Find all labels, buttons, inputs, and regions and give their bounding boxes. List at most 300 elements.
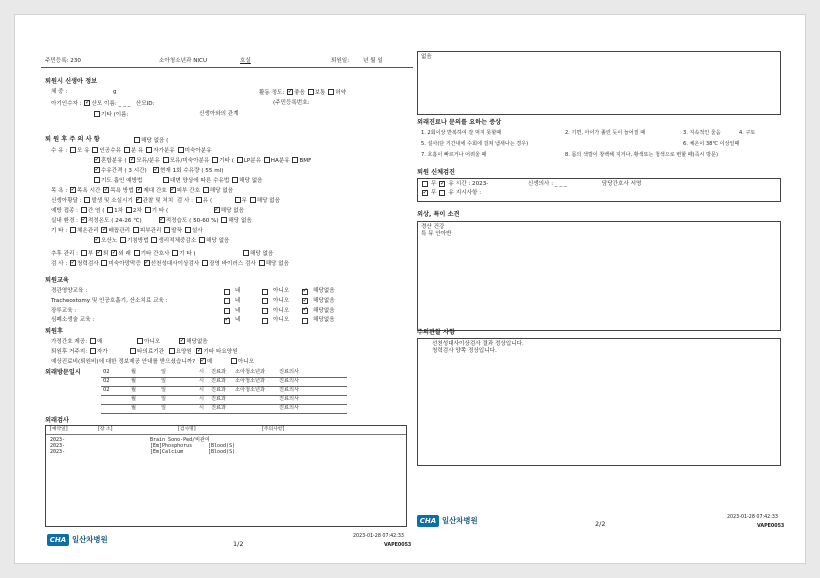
form-code: VAPE0053	[384, 543, 412, 548]
etc-opt-3: 딸꾹	[171, 228, 183, 234]
bath-opt3-checkbox[interactable]	[170, 187, 176, 193]
vacc-opt1-checkbox[interactable]	[107, 207, 113, 213]
mixed-opt2-checkbox[interactable]	[212, 157, 218, 163]
mixed-label: 혼합분유 (	[101, 158, 127, 164]
visit-doctor: 진료의사	[277, 377, 347, 386]
feeding-interval: 수유간격 ( 3 시간)	[101, 168, 147, 174]
section-symptoms: 외래진료나 문의를 요하는 증상	[417, 119, 502, 126]
edu-0-na-checkbox[interactable]	[302, 289, 308, 295]
residence-label: 퇴원후 거주지:	[51, 349, 88, 355]
cost-yes-checkbox[interactable]	[200, 358, 206, 364]
visit-hour-label: 시	[197, 395, 209, 404]
etc2-opt3-checkbox[interactable]	[199, 237, 205, 243]
follow-opt-2: 외 래	[118, 251, 131, 257]
section-findings: 외상, 특이 소견	[417, 211, 460, 218]
cost-info-label: 예상진료비(퇴원비)에 대한 정보제공 안내를 받으셨습니까?	[51, 359, 196, 365]
feed-premature-checkbox[interactable]	[178, 147, 184, 153]
feeding-label: 수 유 :	[51, 148, 68, 154]
env-na-checkbox[interactable]	[221, 217, 227, 223]
etc-opt0-checkbox[interactable]	[70, 227, 76, 233]
env-hum-checkbox[interactable]	[159, 217, 165, 223]
order-no: 무	[431, 189, 437, 196]
etc-opt1-checkbox[interactable]	[101, 227, 107, 233]
discharge-date-label: 퇴원일:	[331, 58, 350, 64]
education-list	[51, 287, 351, 325]
visit-doctor: 진료의사	[277, 395, 347, 404]
edu-3-na: 해당없음	[313, 317, 335, 324]
bath-na-checkbox[interactable]	[203, 187, 209, 193]
tests-box	[45, 425, 407, 527]
mother-checkbox[interactable]	[84, 100, 90, 106]
edu-2-no: 아니오	[273, 307, 290, 314]
stool-checkbox[interactable]	[163, 177, 169, 183]
env-humidity: 적정습도 ( 50-60 %)	[165, 218, 219, 224]
mixed-checkbox[interactable]	[94, 157, 100, 163]
test-opt-3: 장영 바이러스 검사	[209, 261, 256, 267]
section-outpatient-tests: 외래검사	[45, 417, 69, 424]
note-box-top-text: 없음	[421, 54, 432, 60]
home-care-yes-checkbox[interactable]	[90, 338, 96, 344]
test-name: Brain Sono-Ped/비관여	[150, 436, 210, 443]
test-opt0-checkbox[interactable]	[70, 260, 76, 266]
bath-label: 목 욕 :	[51, 188, 68, 194]
activity-good-checkbox[interactable]	[287, 89, 293, 95]
mixed-opt4-checkbox[interactable]	[264, 157, 270, 163]
test-date: 2023-	[50, 436, 66, 443]
exam-time: 시간 : 2023-	[455, 181, 489, 187]
section-observation: 주의관찰 사항	[417, 329, 456, 336]
jaundice-label: 신생아황달 :	[51, 198, 82, 204]
edu-1-no-checkbox[interactable]	[262, 298, 268, 304]
etc-opt-4: 설사	[191, 228, 203, 234]
symptom-1: 1. 2회이상 반복하여 잘 먹지 못할때	[421, 130, 502, 137]
follow-na-checkbox[interactable]	[243, 250, 249, 256]
test-opt4-checkbox[interactable]	[259, 260, 265, 266]
order-yes: 유	[448, 189, 454, 196]
visit-dept-label: 진료과	[209, 386, 233, 395]
etc2-opt-1: 기침방법	[127, 238, 149, 244]
feed-opt-4: 미숙아분유	[184, 148, 212, 154]
exam-no-checkbox[interactable]	[422, 181, 428, 187]
tests-rows	[46, 435, 406, 457]
airway-checkbox[interactable]	[94, 177, 100, 183]
follow-opt-3: 기타 간호사	[140, 251, 170, 257]
visit-doctor: 진료의사	[277, 368, 347, 377]
edu-2-yes-checkbox[interactable]	[224, 308, 230, 314]
tests-col-place: [장 소]	[98, 427, 113, 432]
res-opt1-checkbox[interactable]	[130, 348, 136, 354]
jaundice-test-label: 검 사 :	[176, 198, 194, 204]
tests-col-date: [예약일]	[50, 427, 68, 432]
feed-artificial-checkbox[interactable]	[92, 147, 98, 153]
visit-row	[101, 368, 347, 377]
bath-opt0-checkbox[interactable]	[70, 187, 76, 193]
page-2	[417, 15, 791, 565]
section-newborn-info: 퇴원시 신생아 정보	[45, 78, 98, 85]
visit-doctor: 진료의사	[277, 386, 347, 395]
visit-month-label: 월	[129, 386, 159, 395]
mother-id-label: 산모ID:	[135, 101, 155, 107]
test-opt2-checkbox[interactable]	[144, 260, 150, 266]
etc2-opt-3: 해당 없음	[206, 238, 230, 244]
stool-label: 대변 양상에 따른 수유법	[169, 178, 230, 184]
edu-0-no-checkbox[interactable]	[262, 289, 268, 295]
etc2-opt2-checkbox[interactable]	[151, 237, 157, 243]
edu-2-no-checkbox[interactable]	[262, 308, 268, 314]
mixed-opt-2: 기타 (	[219, 158, 234, 164]
follow-opt4-checkbox[interactable]	[172, 250, 178, 256]
res-opt3-checkbox[interactable]	[196, 348, 202, 354]
edu-1-na: 해당없음	[313, 298, 335, 305]
visit-day-label: 일	[159, 404, 197, 413]
feed-opt-0: 모 유	[77, 148, 90, 154]
etc-opt3-checkbox[interactable]	[164, 227, 170, 233]
visit-row	[101, 386, 347, 395]
bath-opt1-checkbox[interactable]	[103, 187, 109, 193]
visit-hour-label: 시	[197, 377, 209, 386]
exam-yes: 유	[448, 181, 454, 187]
test-opt3-checkbox[interactable]	[202, 260, 208, 266]
visit-dept	[233, 395, 277, 404]
stool-na-label: 해당 없음	[239, 178, 263, 184]
follow-opt-4: 기 타 (	[179, 251, 196, 257]
test-opt-1: 미숙아망막증	[108, 261, 141, 267]
test-date: 2023-	[50, 442, 66, 449]
finding-line-2: 특 뮤 안아반	[421, 230, 452, 237]
visit-month-label: 월	[129, 395, 159, 404]
test-note: [Blood(S)	[208, 448, 236, 455]
exam-doctor: 신생의사 : _ _ _	[527, 181, 567, 187]
res-opt-3: 기타 타요양원	[203, 349, 238, 355]
edu-3-yes: 네	[235, 317, 241, 324]
vacc-opt3-checkbox[interactable]	[145, 207, 151, 213]
section-physical-exam: 퇴원 신체검진	[417, 169, 456, 176]
tests-col-note: [주의사항]	[262, 427, 285, 432]
vacc-opt0-checkbox[interactable]	[81, 207, 87, 213]
etc-opt-1: 배꼽관리	[108, 228, 131, 234]
department: 소아청소년과 NICU	[159, 58, 208, 64]
vacc-opt-0: 간 염 (	[87, 208, 105, 214]
home-care-no-checkbox[interactable]	[137, 338, 143, 344]
etc2-opt1-checkbox[interactable]	[120, 237, 126, 243]
test-row	[50, 449, 402, 455]
jaundice-no-checkbox[interactable]	[235, 197, 241, 203]
visit-month: 02	[101, 386, 129, 395]
feed-breast-checkbox[interactable]	[70, 147, 76, 153]
res-opt-1: 타의료기관	[137, 349, 165, 355]
exam-nurse-sign: 담당간호사 서명	[601, 181, 642, 187]
etc2-opt-2: 생리적체중감소	[158, 238, 197, 244]
visit-hour-label: 시	[197, 368, 209, 377]
edu-label-1: Tracheostomy 및 인공호흡기, 산소치료 교육 :	[51, 298, 168, 305]
etc2-opt0-checkbox[interactable]	[94, 237, 100, 243]
visit-day-label: 일	[159, 377, 197, 386]
vacc-opt-1: 1차	[114, 208, 124, 214]
symptom-list	[421, 128, 787, 161]
reg-number: 주민등록: 230	[45, 58, 81, 64]
other-receiver-checkbox[interactable]	[94, 111, 100, 117]
jaundice-yes: 유 (	[202, 198, 213, 204]
follow-opt1-checkbox[interactable]	[96, 250, 102, 256]
section-outpatient-visits: 외래방문일시	[45, 369, 81, 376]
hospital-name: 일산차병원	[72, 534, 108, 544]
follow-opt2-checkbox[interactable]	[111, 250, 117, 256]
mixed-opt0-checkbox[interactable]	[129, 157, 135, 163]
test-label: 검 사 :	[51, 261, 68, 267]
page-number-2: 2/2	[595, 520, 606, 528]
observation-box	[417, 338, 781, 466]
follow-label: 추후 관리 :	[51, 251, 79, 257]
edu-1-yes: 네	[235, 298, 241, 305]
bath-na-label: 해당 없음	[209, 188, 234, 194]
feed-opt-2: 분 유	[130, 148, 144, 154]
visit-row	[101, 395, 347, 404]
visit-month: 02	[101, 377, 129, 386]
visit-hour-label: 시	[197, 404, 209, 413]
bath-opt2-checkbox[interactable]	[136, 187, 142, 193]
visit-dept-label: 진료과	[209, 404, 233, 413]
res-opt-0: 자가	[96, 349, 108, 355]
edu-row-2	[51, 306, 351, 316]
feed-opt-3: 자가분유	[153, 148, 175, 154]
order-label: 지시사항 :	[455, 189, 482, 196]
follow-opt-0: 부	[87, 251, 94, 257]
other-receiver-label: 기타 (이름:	[101, 112, 129, 118]
feed-opt-1: 인공수유	[99, 148, 122, 154]
jaundice-opt-1: 관찰 및 처치	[142, 198, 174, 204]
symptom-4: 4. 구토	[739, 130, 756, 137]
activity-weak-checkbox[interactable]	[328, 89, 334, 95]
print-timestamp: 2023-01-28 07:42:33	[353, 534, 404, 539]
vaccine-label: 예방 접종 :	[51, 208, 79, 214]
test-opt-4: 해당 없음	[265, 261, 290, 267]
form-code-2: VAPE0053	[757, 524, 785, 529]
visit-day-label: 일	[159, 386, 197, 395]
observation-line-1: 선천성대사이상검사 결과 정상입니다.	[432, 341, 524, 347]
bath-opt-0: 목욕 시간	[77, 188, 101, 194]
home-care-yes: 예	[96, 339, 103, 345]
stool-na-checkbox[interactable]	[232, 177, 238, 183]
exam-yes-checkbox[interactable]	[439, 181, 445, 187]
vacc-na-checkbox[interactable]	[214, 207, 220, 213]
mixed-opt5-checkbox[interactable]	[292, 157, 298, 163]
visit-hour-label: 시	[197, 386, 209, 395]
airway-label: 기도 흡인 예방법	[101, 178, 143, 184]
home-care-no: 아니오	[144, 339, 161, 345]
cost-no-checkbox[interactable]	[231, 358, 237, 364]
feed-self-checkbox[interactable]	[146, 147, 152, 153]
edu-label-2: 장루교육 :	[51, 307, 77, 314]
edu-3-no: 아니오	[273, 317, 290, 324]
symptom-8: 8. 몸의 색깔이 창백해 지거나, 황색또는 청색으로 변할 때(즉시 방문)	[565, 152, 718, 159]
env-temp-checkbox[interactable]	[81, 217, 87, 223]
env-label: 실내 환경 :	[51, 218, 79, 224]
follow-na: 해당 없음	[249, 251, 274, 257]
weight-label: 체 중 :	[51, 89, 68, 95]
symptom-2: 2. 기면, 아이가 졸린 듯이 늘어질 때	[565, 130, 646, 137]
mixed-opt1-checkbox[interactable]	[163, 157, 169, 163]
order-yes-checkbox[interactable]	[439, 190, 445, 196]
jaundice-opt0-checkbox[interactable]	[84, 197, 90, 203]
cost-yes: 예	[206, 359, 213, 365]
edu-1-na-checkbox[interactable]	[302, 298, 308, 304]
mixed-opt-0: 모유/분유	[136, 158, 160, 164]
edu-3-yes-checkbox[interactable]	[224, 318, 230, 324]
jaundice-no: 무	[241, 198, 247, 204]
notes-none-checkbox[interactable]	[134, 137, 140, 143]
visit-dept-label: 진료과	[209, 377, 233, 386]
hospital-logo-2	[417, 515, 478, 527]
visit-row	[101, 377, 347, 386]
finding-line-1: 경산 건강	[421, 224, 445, 230]
interval-checkbox[interactable]	[94, 167, 100, 173]
observation-line-2: 청력검사 양쪽 정상입니다.	[432, 347, 497, 354]
test-opt1-checkbox[interactable]	[101, 260, 107, 266]
order-no-checkbox[interactable]	[422, 190, 428, 196]
res-opt0-checkbox[interactable]	[90, 348, 96, 354]
physical-exam-box	[417, 178, 781, 202]
visit-dept-label: 진료과	[209, 395, 233, 404]
test-note: [Blood(S)	[208, 442, 236, 449]
edu-0-yes-checkbox[interactable]	[224, 289, 230, 295]
visit-month	[101, 395, 129, 404]
vacc-opt2-checkbox[interactable]	[126, 207, 132, 213]
mother-name: 산모 이름: _ _ _	[91, 101, 131, 107]
hospital-logo	[47, 534, 108, 546]
visit-month-label: 월	[129, 404, 159, 413]
etc-opt2-checkbox[interactable]	[133, 227, 139, 233]
vacc-opt-2: 2차	[132, 208, 142, 214]
follow-opt0-checkbox[interactable]	[81, 250, 87, 256]
symptom-6: 6. 체온이 38℃ 이상일때	[683, 141, 740, 148]
baby-receiver-label: 아기인수자 :	[51, 101, 82, 107]
reg-number-field: (주민등록번호:	[273, 100, 310, 106]
res-opt2-checkbox[interactable]	[169, 348, 175, 354]
vacc-na: 해당 없음	[220, 208, 245, 214]
follow-opt3-checkbox[interactable]	[134, 250, 140, 256]
etc-opt4-checkbox[interactable]	[185, 227, 191, 233]
etc-opt-0: 체온관리	[77, 228, 99, 234]
symptom-5: 5. 설사(단 기간내에 수회에 걸쳐 냄새나는 경우)	[421, 141, 529, 148]
edu-label-0: 경관영양교육 :	[51, 288, 88, 295]
relation-label: 신생아와의 관계	[199, 111, 239, 117]
edu-3-na-checkbox[interactable]	[302, 318, 308, 324]
findings-box	[417, 221, 781, 331]
home-care-label: 가정간호 제공:	[51, 339, 88, 345]
jaundice-opt-0: 발생 및 소실시기	[91, 198, 133, 204]
edu-3-no-checkbox[interactable]	[262, 318, 268, 324]
home-care-na-checkbox[interactable]	[179, 338, 185, 344]
edu-0-no: 아니오	[273, 288, 290, 295]
amount-checkbox[interactable]	[153, 167, 159, 173]
jaundice-yes-checkbox[interactable]	[196, 197, 202, 203]
visit-day-label: 일	[159, 368, 197, 377]
activity-good-label: 좋음	[294, 90, 305, 96]
test-date: 2023-	[50, 448, 66, 455]
section-discharge-notes: 퇴 원 후 주 의 사 항	[45, 136, 100, 143]
visit-dept-label: 진료과	[209, 368, 233, 377]
exam-no: 무	[431, 181, 437, 187]
edu-1-yes-checkbox[interactable]	[224, 298, 230, 304]
visit-day-label: 일	[159, 395, 197, 404]
test-name: [Em]Phosphorus	[150, 442, 193, 449]
page-number: 1/2	[233, 540, 244, 548]
header-divider	[41, 67, 413, 68]
print-timestamp-2: 2023-01-28 07:42:33	[727, 515, 778, 520]
page-1	[41, 15, 413, 565]
edu-row-3	[51, 316, 351, 326]
symptom-3: 3. 지속적인 울음	[683, 130, 721, 137]
bath-opt-1: 목욕 방법	[110, 188, 134, 194]
note-box-top	[417, 51, 781, 115]
cha-logo-icon-2: CHA	[417, 515, 439, 527]
activity-normal-checkbox[interactable]	[308, 89, 314, 95]
visit-dept: 소아청소년과	[233, 377, 277, 386]
activity-label: 활동 정도:	[259, 90, 285, 96]
cha-logo-icon: CHA	[47, 534, 69, 546]
symptom-7: 7. 호흡이 빠르거나 어려울 때	[421, 152, 487, 159]
visit-month-label: 월	[129, 377, 159, 386]
env-temp: 적정온도 ( 24-26 ℃)	[87, 218, 142, 224]
feed-formula-checkbox[interactable]	[124, 147, 130, 153]
visit-row	[101, 404, 347, 413]
tests-header	[46, 426, 406, 435]
cost-no: 아니오	[237, 359, 255, 365]
activity-normal-label: 보통	[314, 90, 326, 96]
visit-month-label: 월	[129, 368, 159, 377]
edu-1-no: 아니오	[273, 298, 290, 305]
edu-0-yes: 네	[235, 288, 241, 295]
mixed-opt-5: BMF	[299, 158, 312, 164]
section-discharge-education: 퇴원교육	[45, 277, 69, 284]
weight-unit: g	[113, 89, 117, 95]
jaundice-opt1-checkbox[interactable]	[136, 197, 142, 203]
visit-doctor: 진료의사	[277, 404, 347, 413]
visit-table	[101, 368, 347, 414]
mixed-opt-1: 모유/미숙아분유	[169, 158, 210, 164]
section-after-discharge: 퇴원후	[45, 328, 63, 335]
mixed-opt3-checkbox[interactable]	[237, 157, 243, 163]
mixed-opt-4: HA분유	[270, 158, 290, 164]
test-opt-2: 선천성대사이상검사	[150, 261, 200, 267]
etc2-opt-0: 오산노	[101, 238, 118, 244]
visit-dept: 소아청소년과	[233, 386, 277, 395]
test-name: [Em]Calcium	[150, 448, 184, 455]
room: 호실	[240, 58, 251, 64]
etc-opt-2: 피부관리	[139, 228, 162, 234]
jaundice-na: 해당 없음	[256, 198, 281, 204]
mixed-opt-3: LP분유	[243, 158, 261, 164]
tests-col-name: [검사명]	[178, 427, 196, 432]
activity-weak-label: 허약	[335, 90, 347, 96]
follow-opt-1: 퇴	[103, 251, 109, 257]
edu-label-3: 심폐소생술 교육 :	[51, 317, 95, 324]
visit-month	[101, 404, 129, 413]
discharge-date-fields: 년 월 일	[363, 58, 383, 64]
hospital-name-2: 일산차병원	[442, 515, 478, 525]
visit-dept	[233, 404, 277, 413]
jaundice-na-checkbox[interactable]	[250, 197, 256, 203]
home-care-na: 해당없음	[186, 339, 208, 345]
env-na: 해당 없음	[228, 218, 252, 224]
vacc-opt-3: 기 타 (	[151, 208, 169, 214]
res-opt-2: 요양원	[175, 349, 192, 355]
edu-2-na: 해당없음	[313, 307, 335, 314]
edu-2-na-checkbox[interactable]	[302, 308, 308, 314]
edu-0-na: 해당없음	[313, 288, 335, 295]
visit-month: 02	[101, 368, 129, 377]
edu-2-yes: 네	[235, 307, 241, 314]
